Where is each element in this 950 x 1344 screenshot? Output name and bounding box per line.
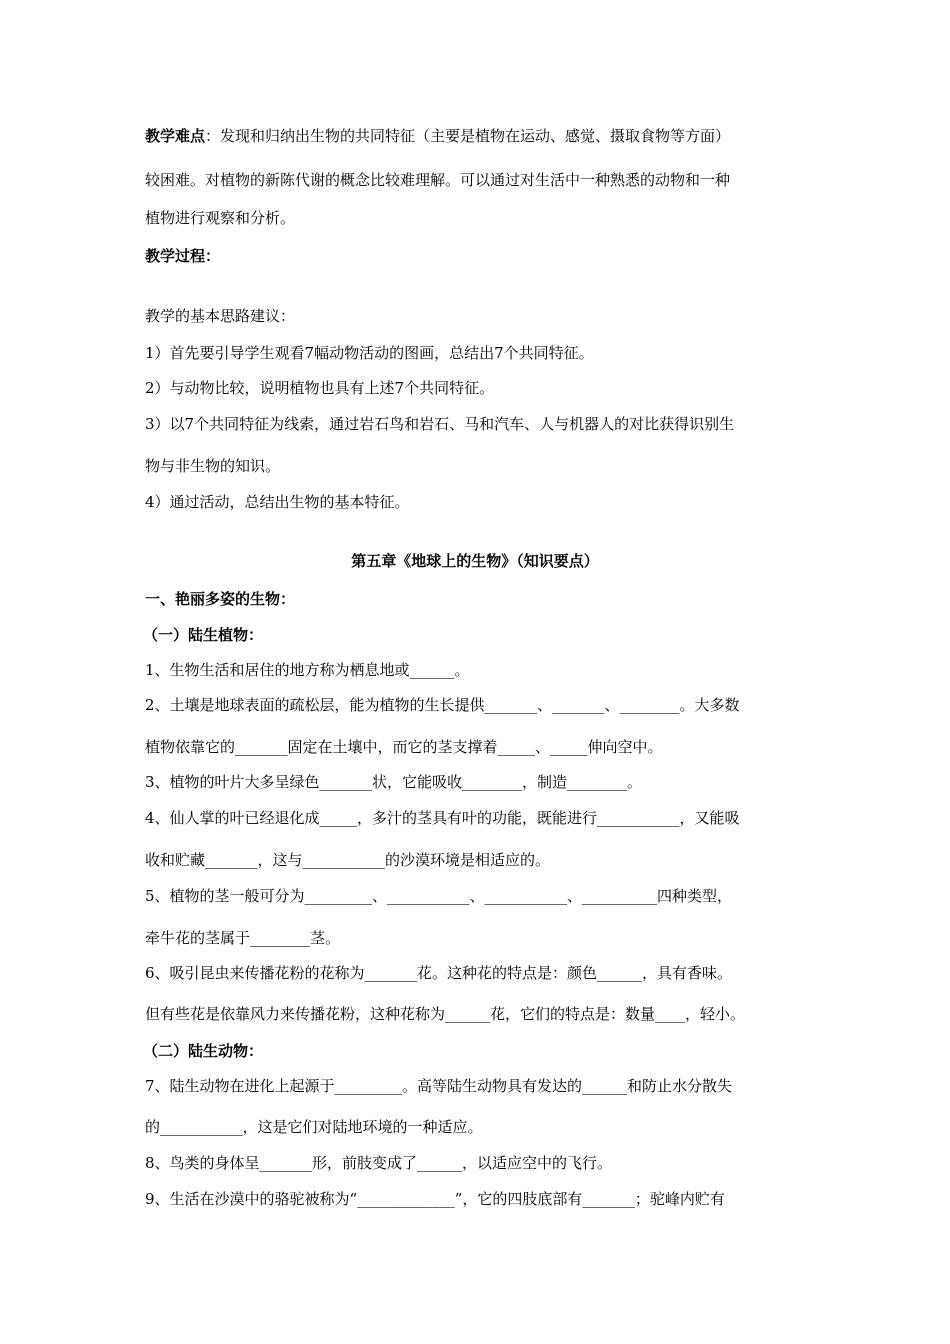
question-2a: 2、土壤是地球表面的疏松层，能为植物的生长提供_______、_______、________。大多数 [145, 696, 740, 714]
question-1: 1、生物生活和居住的地方称为栖息地或______。 [145, 661, 470, 679]
subsection-title-2: （二）陆生动物： [143, 1042, 264, 1060]
difficulty-text: ：发现和归纳出生物的共同特征（主要是植物在运动、感觉、摄取食物等方面） [205, 127, 731, 145]
difficulty-line-2: 较困难。对植物的新陈代谢的概念比较难理解。可以通过对生活中一种熟悉的动物和一种 [145, 171, 731, 189]
process-intro: 教学的基本思路建议： [145, 307, 296, 325]
process-step-3a: 3）以7个共同特征为线索，通过岩石鸟和岩石、马和汽车、人与机器人的对比获得识别生 [145, 415, 735, 433]
question-8: 8、鸟类的身体呈_______形，前肢变成了______，以适应空中的飞行。 [145, 1154, 613, 1172]
process-step-4: 4）通过活动，总结出生物的基本特征。 [145, 493, 410, 511]
question-9: 9、生活在沙漠中的骆驼被称为“_____________”，它的四肢底部有_______；驼峰内贮有 [145, 1190, 725, 1208]
question-3: 3、植物的叶片大多呈绿色_______状，它能吸收________，制造________。 [145, 773, 643, 791]
difficulty-line-1 [145, 126, 730, 146]
difficulty-label: 教学难点 [145, 127, 206, 145]
question-7a: 7、陆生动物在进化上起源于_________。高等陆生动物具有发达的______和防止水分散失 [145, 1077, 733, 1095]
section-title-1: 一、艳丽多姿的生物： [145, 590, 296, 608]
process-step-2: 2）与动物比较，说明植物也具有上述7个共同特征。 [145, 379, 495, 397]
question-7b: 的___________，这是它们对陆地环境的一种适应。 [145, 1118, 483, 1136]
question-5a: 5、植物的茎一般可分为_________、___________、___________、__________四种类型， [145, 887, 733, 905]
question-4b: 收和贮藏_______，这与___________的沙漠环境是相适应的。 [145, 851, 551, 869]
question-6a: 6、吸引昆虫来传播花粉的花称为_______花。这种花的特点是：颜色______，具有香味。 [145, 964, 733, 982]
subsection-title-1: （一）陆生植物： [143, 626, 264, 644]
question-6b: 但有些花是依靠风力来传播花粉，这种花称为______花，它们的特点是：数量____，轻小。 [145, 1005, 746, 1023]
question-5b: 牵牛花的茎属于________茎。 [145, 929, 341, 947]
question-2b: 植物依靠它的_______固定在土壤中，而它的茎支撑着_____、_____伸向空中。 [145, 738, 663, 756]
process-label: 教学过程： [145, 247, 221, 265]
chapter-title: 第五章《地球上的生物》（知识要点） [351, 552, 599, 570]
process-step-3b: 物与非生物的知识。 [145, 457, 281, 475]
difficulty-line-3: 植物进行观察和分析。 [145, 209, 296, 227]
question-4a: 4、仙人掌的叶已经退化成_____，多汁的茎具有叶的功能，既能进行___________，又能吸 [145, 809, 740, 827]
process-step-1: 1）首先要引导学生观看7幅动物活动的图画，总结出7个共同特征。 [145, 344, 594, 362]
